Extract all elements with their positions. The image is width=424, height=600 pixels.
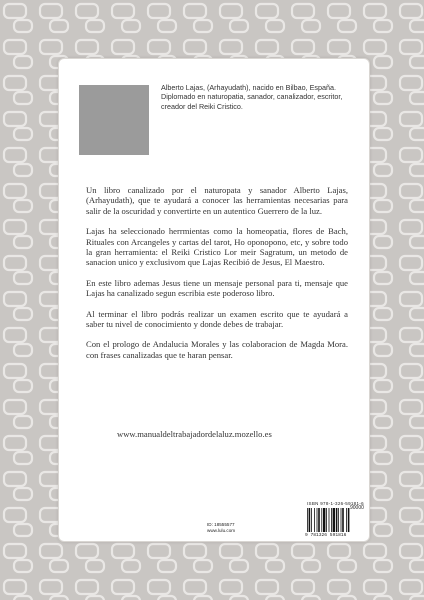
barcode-bar — [317, 508, 318, 532]
barcode-bar — [336, 508, 338, 532]
barcode-bar — [341, 508, 342, 532]
publisher-id — [207, 522, 235, 534]
barcode — [305, 499, 367, 539]
price-code: 90000 — [350, 505, 364, 511]
paragraph-4: Al terminar el libro podrás realizar un examen escrito que te ayudará a saber tu nivel de conocimiento y donde debes de trabajar. — [86, 308, 348, 330]
barcode-bar — [348, 508, 350, 532]
barcode-bar — [314, 508, 315, 532]
author-photo-placeholder — [79, 85, 149, 155]
barcode-bar — [326, 508, 327, 532]
description — [86, 185, 348, 370]
barcode-bars — [305, 508, 367, 532]
publisher-id-number: ID: 18555577 — [207, 522, 235, 527]
barcode-bar — [321, 508, 322, 532]
barcode-bar — [318, 508, 320, 532]
isbn-text: ISBN 978-1-326-59181-6 — [307, 501, 364, 506]
paragraph-5: Con el prologo de Andalucia Morales y las colaboracion de Magda Mora. con frases canalizadas que te haran pensar. — [86, 339, 348, 360]
barcode-bar — [346, 508, 347, 532]
website-link: www.manualdeltrabajadordelaluz.mozello.es — [117, 429, 272, 439]
barcode-bar — [329, 508, 330, 532]
barcode-bar — [331, 508, 332, 532]
barcode-bar — [323, 508, 325, 532]
paragraph-2: Lajas ha seleccionado herrmientas como la homeopatia, flores de Bach, Rituales con Arcangeles y cartas del tarot, Ho oponopono, etc, y sobre todo la gran herramienta: el Reiki Cristico Lor meir Sagratum, un metodo de sanacion unico y exclusivom que Lajas Recibió de Jesus, El Maestro. — [86, 226, 348, 268]
author-bio: Alberto Lajas, (Arhayudath), nacido en Bilbao, España. Diplomado en naturopatia, sanador, canalizador, escritor, creador del Reiki Cristico. — [161, 83, 343, 111]
barcode-bar — [333, 508, 335, 532]
barcode-bar — [311, 508, 312, 532]
barcode-bar — [307, 508, 308, 532]
back-cover-panel — [58, 58, 370, 542]
paragraph-1: Un libro canalizado por el naturopata y sanador Alberto Lajas, (Arhayudath), que te ayudará a conocer las herramientas necesarias para salir de la oscuridad y convertirte en un autentico Guerrero de la luz. — [86, 185, 348, 216]
barcode-bar — [309, 508, 311, 532]
publisher-site: www.lulu.com — [207, 528, 236, 533]
barcode-bar — [338, 508, 339, 532]
barcode-digits: 9 781326 591816 — [305, 533, 347, 538]
barcode-bar — [342, 508, 344, 532]
paragraph-3: En este libro ademas Jesus tiene un mensaje personal para ti, mensaje que Lajas ha canalizado segun escribia este poderoso libro. — [86, 277, 348, 299]
